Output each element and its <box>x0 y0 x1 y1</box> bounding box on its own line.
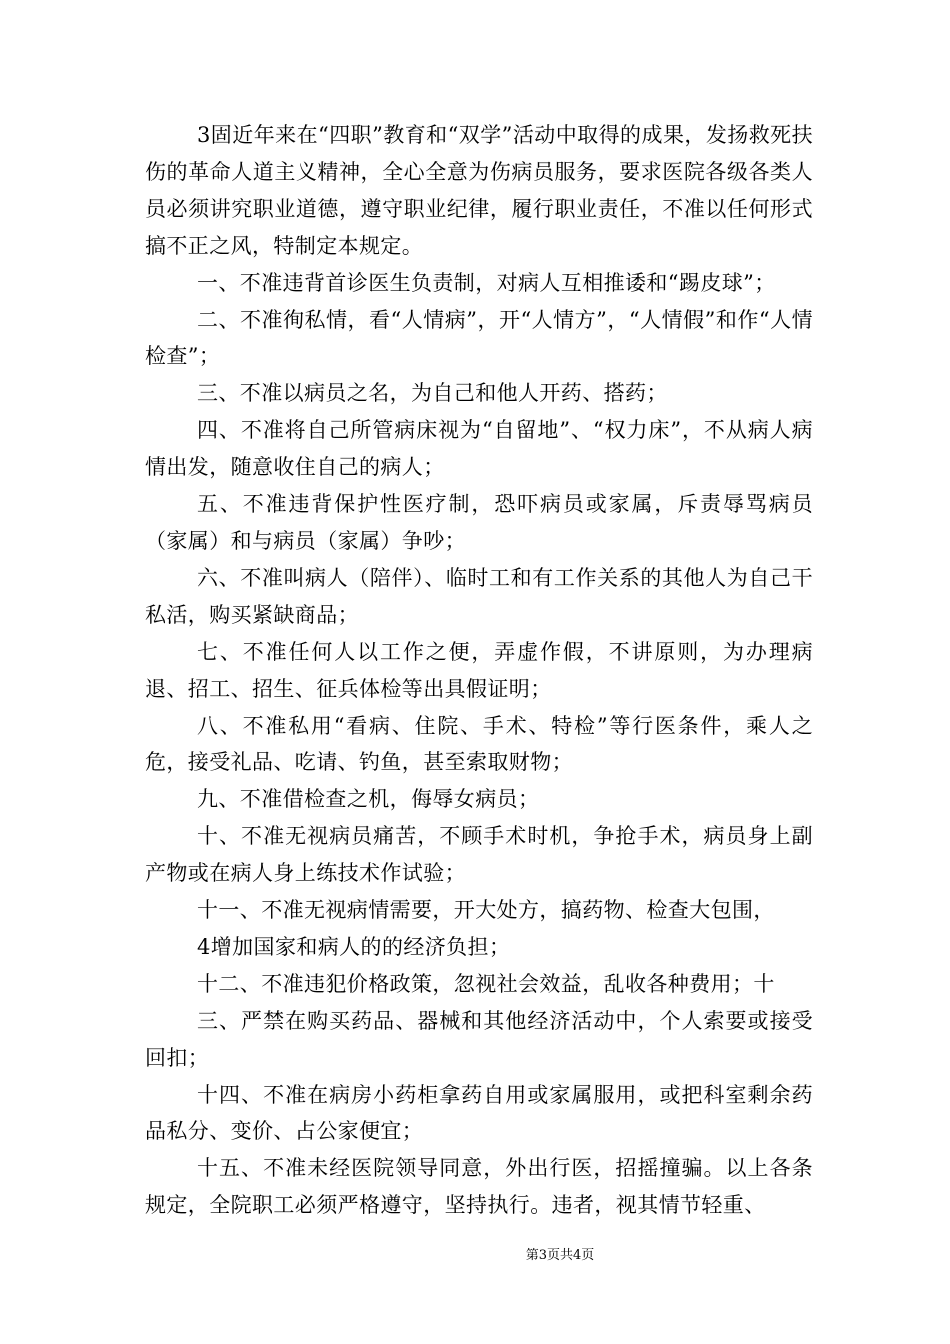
paragraph-rule-3: 三、不准以病员之名，为自己和他人开药、搭药； <box>197 381 668 406</box>
paragraph-rule-14: 十四、不准在病房小药柜拿药自用或家属服用，或把科室剩余药品私分、变价、占公家便宜； <box>145 1082 813 1144</box>
paragraph-rule-15: 十五、不准未经医院领导同意，外出行医，招摇撞骗。以上各条规定，全院职工必须严格遵守，坚持执行。违者，视其情节轻重、 <box>145 1156 813 1218</box>
paragraph-rule-11-cont: 4增加国家和病人的的经济负担； <box>197 934 511 959</box>
paragraph-rule-2: 二、不准徇私情，看“人情病”，开“人情方”，“人情假”和作“人情检查”； <box>145 307 813 369</box>
paragraph-rule-10: 十、不准无视病员痛苦，不顾手术时机，争抢手术，病员身上副产物或在病人身上练技术作试验； <box>145 824 813 886</box>
paragraph-rule-6: 六、不准叫病人（陪伴）、临时工和有工作关系的其他人为自己干私活，购买紧缺商品； <box>145 565 813 627</box>
paragraph-rule-12: 十二、不准违犯价格政策，忽视社会效益，乱收各种费用；十 <box>197 971 775 996</box>
paragraph-rule-8: 八、不准私用“看病、住院、手术、特检”等行医条件，乘人之危，接受礼品、吃请、钓鱼，甚至索取财物； <box>145 713 813 775</box>
paragraph-rule-5: 五、不准违背保护性医疗制，恐吓病员或家属，斥责辱骂病员（家属）和与病员（家属）争吵； <box>145 492 813 553</box>
paragraph-rule-9: 九、不准借检查之机，侮辱女病员； <box>197 787 540 812</box>
paragraph-rule-13: 三、严禁在购买药品、器械和其他经济活动中，个人索要或接受回扣； <box>145 1008 813 1070</box>
paragraph-intro: 3固近年来在“四职”教育和“双学”活动中取得的成果，发扬救死扶伤的革命人道主义精神，全心全意为伤病员服务，要求医院各级各类人员必须讲究职业道德，遵守职业纪律，履行职业责任，不准以任何形式搞不正之风，特制定本规定。 <box>145 123 813 258</box>
paragraph-rule-1: 一、不准违背首诊医生负责制，对病人互相推诿和“踢皮球”； <box>197 270 776 295</box>
paragraph-rule-4: 四、不准将自己所管病床视为“自留地”、“权力床”，不从病人病情出发，随意收住自己的病人； <box>145 418 813 480</box>
document-body <box>145 117 813 1224</box>
paragraph-rule-7: 七、不准任何人以工作之便，弄虚作假，不讲原则，为办理病退、招工、招生、征兵体检等出具假证明； <box>145 639 813 701</box>
paragraph-rule-11: 十一、不准无视病情需要，开大处方，搞药物、检查大包围， <box>197 898 775 923</box>
page-number: 第3页共4页 <box>525 1248 595 1263</box>
